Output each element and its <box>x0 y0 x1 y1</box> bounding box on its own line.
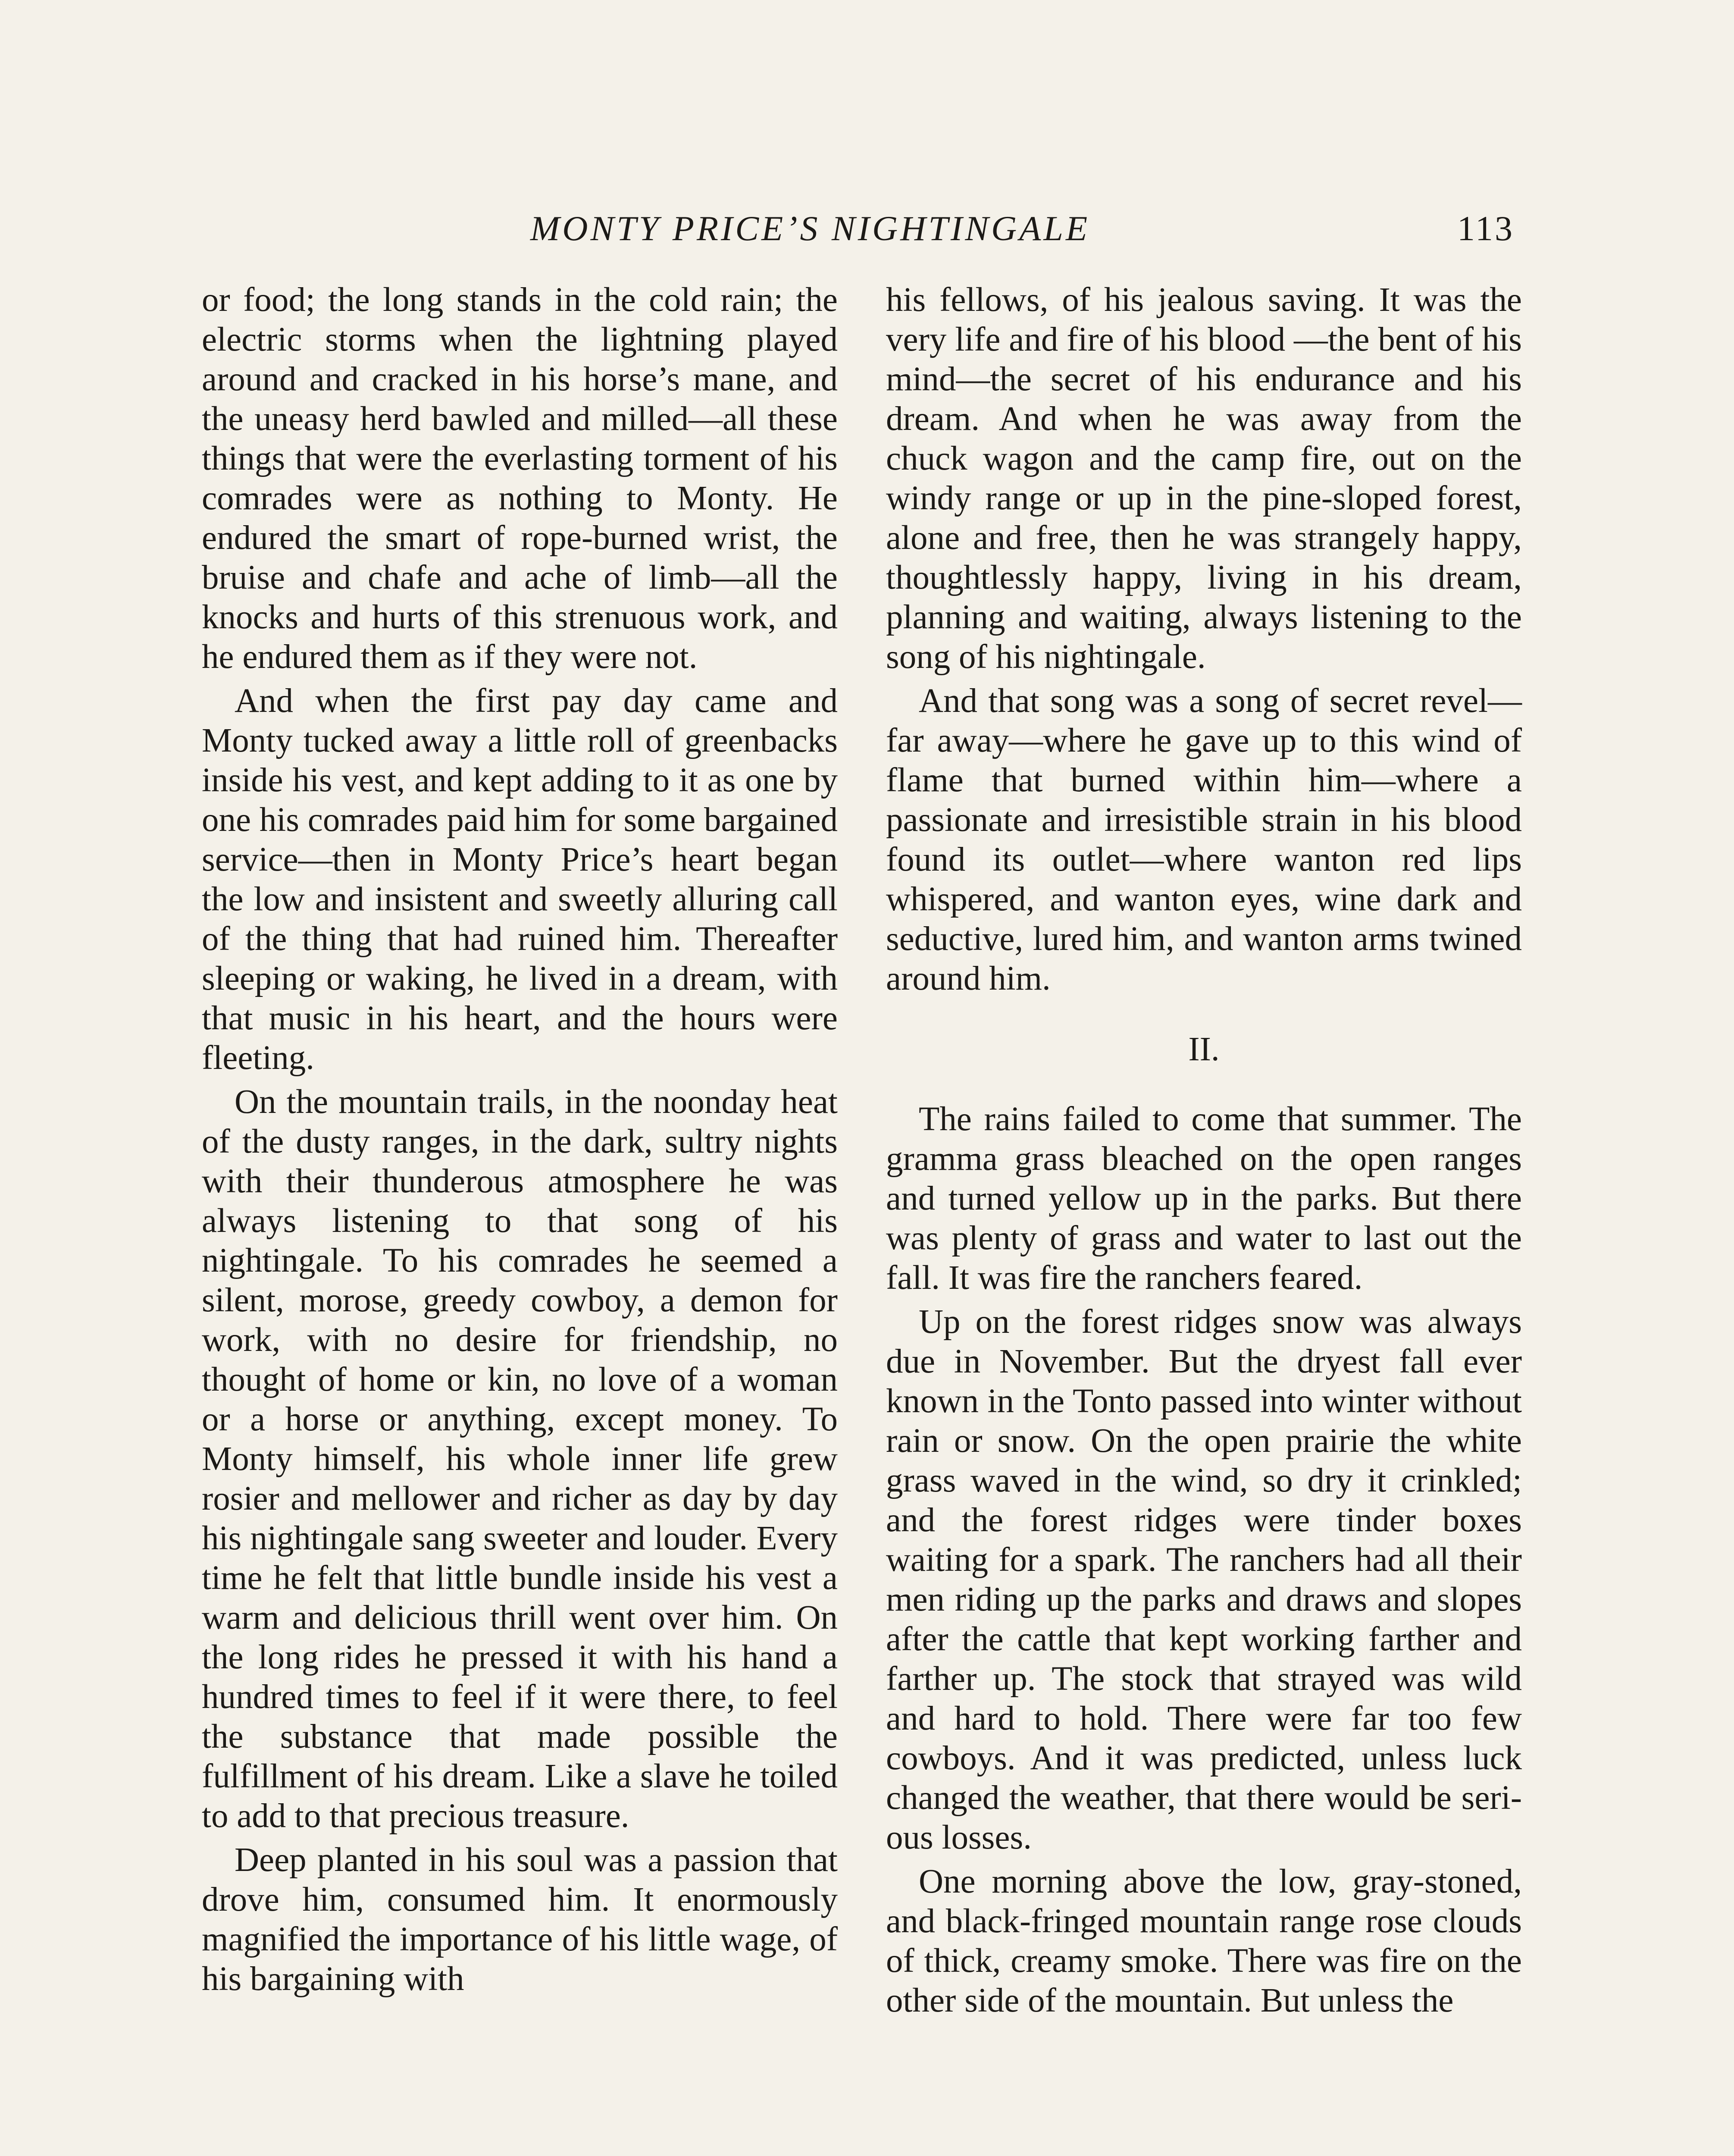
right-column <box>886 280 1522 2025</box>
paragraph: One morning above the low, gray-stoned, and black-fringed mountain range rose clouds of thick, creamy smoke. There was fire on the other side of the mountain. But unless the <box>886 1863 1522 2019</box>
paragraph: On the mountain trails, in the noonday heat of the dusty ranges, in the dark, sultry nights with their thunderous atmosphere he was always listening to that song of his nightingale. To his comrades he seemed a silent, morose, greedy cowboy, a demon for work, with no desire for friendship, no thought of home or kin, no love of a woman or a horse or anything, except money. To Monty himself, his whole inner life grew rosier and mellower and richer as day by day his nightingale sang sweeter and louder. Every time he felt that little bundle inside his vest a warm and delicious thrill went over him. On the long rides he pressed it with his hand a hundred times to feel if it were there, to feel the substance that made possible the fulfillment of his dream. Like a slave he toiled to add to that precious treasure. <box>202 1083 838 1835</box>
paragraph: The rains failed to come that summer. The gramma grass bleached on the open ranges and turned yellow up in the parks. But there was plenty of grass and water to last out the fall. It was fire the ranchers feared. <box>886 1100 1522 1297</box>
paragraph: Up on the forest ridges snow was always due in November. But the dryest fall ever known in the Tonto passed into winter without rain or snow. On the open prairie the white grass waved in the wind, so dry it crinkled; and the forest ridges were tinder boxes waiting for a spark. The ranchers had all their men riding up the parks and draws and slopes after the cattle that kept working farther and farther up. The stock that strayed was wild and hard to hold. There were far too few cowboys. And it was predicted, unless luck changed the weather, that there would be serious losses. <box>886 1303 1522 1856</box>
section-heading: II. <box>1188 1031 1220 1068</box>
paragraph: And that song was a song of secret revel—far away—where he gave up to this wind of flame that burned within him—where a passionate and irresistible strain in his blood found its outlet—where wanton red lips whispered, and wanton eyes, wine dark and seductive, lured him, and wanton arms twined around him. <box>886 682 1522 997</box>
paragraph: his fellows, of his jealous saving. It was the very life and fire of his blood —the bent of his mind—the secret of his endurance and his dream. And when he was away from the chuck wagon and the camp fire, out on the windy range or up in the pine-sloped forest, alone and free, then he was strangely happy, thoughtlessly happy, living in his dream, planning and waiting, always listening to the song of his nightingale. <box>886 281 1522 676</box>
page-header <box>0 203 1734 254</box>
page-number: 113 <box>1457 209 1514 248</box>
paragraph: Deep planted in his soul was a passion that drove him, consumed him. It enormously magnified the importance of his little wage, of his bargaining with <box>202 1841 838 1998</box>
paragraph: or food; the long stands in the cold rain; the electric storms when the lightning played around and cracked in his horse’s mane, and the uneasy herd bawled and milled—all these things that were the everlasting torment of his comrades were as nothing to Monty. He endured the smart of rope-burned wrist, the bruise and chafe and ache of limb—all the knocks and hurts of this strenuous work, and he endured them as if they were not. <box>202 281 838 676</box>
left-column <box>202 280 838 2003</box>
running-title: MONTY PRICE’S NIGHTINGALE <box>530 209 1090 248</box>
paragraph: And when the first pay day came and Monty tucked away a little roll of greenbacks inside his vest, and kept adding to it as one by one his comrades paid him for some bargained service—then in Monty Price’s heart began the low and insistent and sweetly alluring call of the thing that had ruined him. Thereafter sleeping or waking, he lived in a dream, with that music in his heart, and the hours were fleeting. <box>202 682 838 1077</box>
